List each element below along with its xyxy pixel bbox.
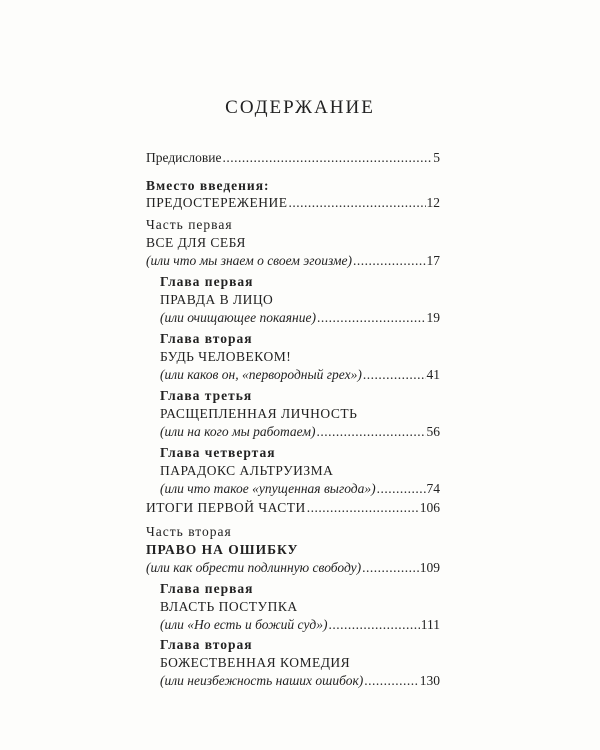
page-number: 17 [426, 253, 440, 268]
entry-label: Предисловие [146, 150, 222, 165]
part-title: ВСЕ ДЛЯ СЕБЯ [146, 234, 246, 250]
toc-entry-part-2-chapter-1[interactable] [160, 582, 440, 632]
leader-dots [307, 501, 419, 515]
entry-label: ИТОГИ ПЕРВОЙ ЧАСТИ [146, 500, 306, 515]
leader-dots [353, 254, 425, 268]
chapter-title: ПАРАДОКС АЛЬТРУИЗМА [160, 462, 334, 478]
page-number: 111 [420, 617, 440, 632]
entry-label: (или каков он, «первородный грех») [160, 367, 362, 382]
page-number: 109 [419, 560, 440, 575]
leader-dots [364, 674, 418, 688]
entry-heading: Вместо введения: [146, 178, 270, 193]
entry-label: (или «Но есть и божий суд») [160, 617, 328, 632]
leader-dots [328, 618, 419, 632]
toc-entry-part-1-chapter-2[interactable] [160, 332, 440, 382]
page-number: 106 [419, 500, 440, 515]
entry-label: (или неизбежность наших ошибок) [160, 673, 364, 688]
page-number: 19 [426, 310, 440, 325]
chapter-heading: Глава первая [160, 581, 254, 596]
part-heading: Часть первая [146, 217, 233, 232]
toc-entry-part-2[interactable] [146, 525, 440, 575]
chapter-heading: Глава вторая [160, 331, 253, 346]
leader-dots [362, 561, 419, 575]
leader-dots [377, 482, 426, 496]
page-number: 41 [426, 367, 440, 382]
chapter-title: БОЖЕСТВЕННАЯ КОМЕДИЯ [160, 654, 351, 670]
chapter-title: БУДЬ ЧЕЛОВЕКОМ! [160, 348, 292, 364]
toc-title: СОДЕРЖАНИЕ [225, 97, 375, 118]
entry-label: (или как обрести подлинную свободу) [146, 560, 362, 575]
toc-entry-part-1[interactable] [146, 218, 440, 268]
leader-dots [317, 311, 426, 325]
page-number: 5 [433, 150, 440, 165]
toc-entry-part-1-summary[interactable] [146, 501, 440, 515]
chapter-heading: Глава вторая [160, 637, 253, 652]
chapter-heading: Глава третья [160, 388, 253, 403]
leader-dots [363, 368, 426, 382]
toc-entry-intro[interactable] [146, 179, 440, 209]
entry-label: ПРЕДОСТЕРЕЖЕНИЕ [146, 194, 288, 210]
page-number: 130 [419, 673, 440, 688]
part-heading: Часть вторая [146, 524, 232, 539]
entry-label: (или на кого мы работаем) [160, 424, 316, 439]
chapter-title: ВЛАСТЬ ПОСТУПКА [160, 598, 298, 614]
page-number: 56 [426, 424, 440, 439]
toc-entry-part-2-chapter-2[interactable] [160, 638, 440, 688]
toc-entry-part-1-chapter-4[interactable] [160, 446, 440, 496]
entry-label: (или что мы знаем о своем эгоизме) [146, 253, 353, 268]
toc-entry-part-1-chapter-1[interactable] [160, 275, 440, 325]
toc-entry-part-1-chapter-3[interactable] [160, 389, 440, 439]
page-number: 74 [426, 481, 440, 496]
part-title: ПРАВО НА ОШИБКУ [146, 541, 299, 557]
leader-dots [316, 425, 425, 439]
chapter-heading: Глава первая [160, 274, 254, 289]
toc-entry-preface[interactable] [146, 151, 440, 165]
chapter-title: ПРАВДА В ЛИЦО [160, 291, 274, 307]
leader-dots [222, 151, 432, 165]
chapter-title: РАСЩЕПЛЕННАЯ ЛИЧНОСТЬ [160, 405, 358, 421]
entry-label: (или что такое «упущенная выгода») [160, 481, 376, 496]
chapter-heading: Глава четвертая [160, 445, 276, 460]
leader-dots [288, 196, 425, 210]
entry-label: (или очищающее покаяние) [160, 310, 316, 325]
page-number: 12 [426, 194, 440, 210]
